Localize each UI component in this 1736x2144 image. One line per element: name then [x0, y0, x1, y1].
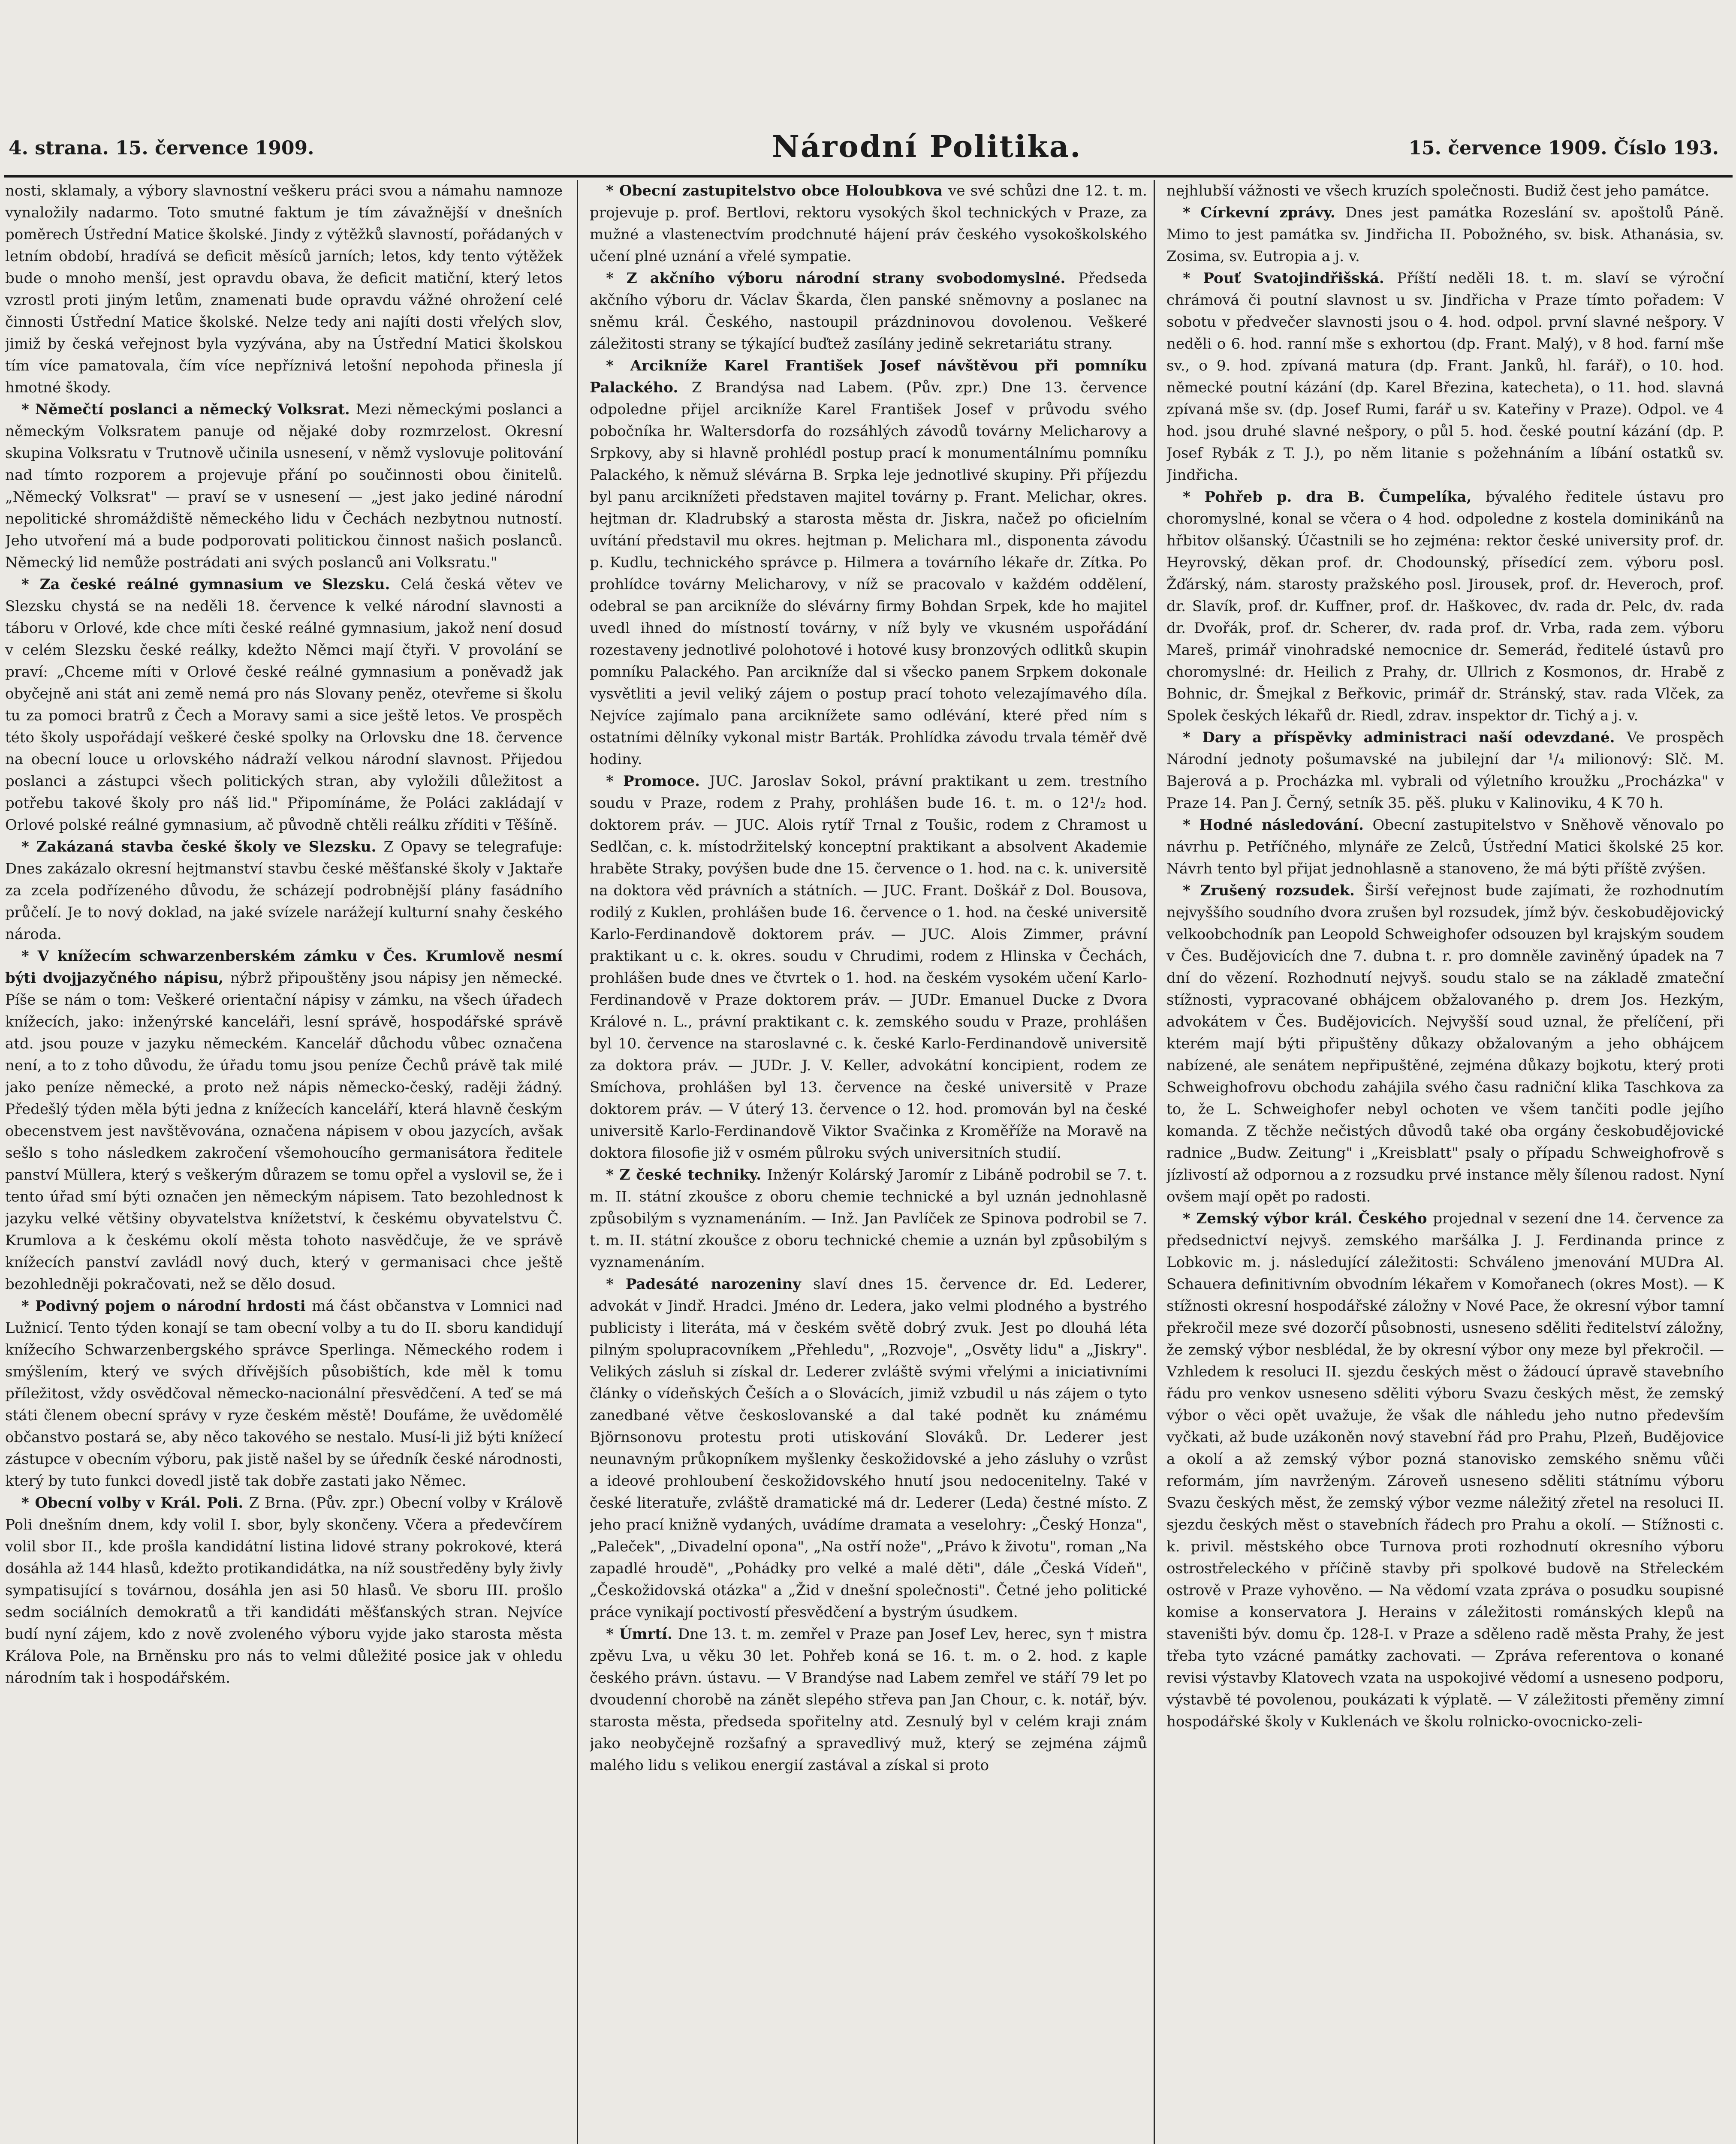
- article-paragraph: [590, 180, 1147, 268]
- article-text: ve své schůzi dne 12. t. m. projevuje p. prof. Bertlovi, rektoru vysokých škol technických v Praze, za mužné a vlastenectvím prodchnuté hájení práv českého vysokoškolského učení plné uznání a vřelé sympatie.: [590, 182, 1147, 265]
- article-text: Dnes jest památka Rozeslání sv. apoštolů Páně. Mimo to jest památka sv. Jindřicha II. Pobožného, sv. bisk. Athanásia, sv. Zosima, sv. Eutropia a j. v.: [1166, 204, 1724, 265]
- article-text: Z Opavy se telegrafuje: Dnes zakázalo okresní hejtmanství stavbu české měšťanské školy v Jaktaře za zcela podřízeného důvodu, že scházejí podrobnější plány fasádního průčelí. Je to nový doklad, na jaké svízele narážejí kulturní snahy českého národa.: [5, 838, 563, 943]
- article-paragraph: [5, 946, 563, 1295]
- article-text: slaví dnes 15. července dr. Ed. Lederer, advokát v Jindř. Hradci. Jméno dr. Ledera, jako velmi plodného a bystrého publicisty i literáta, má v českém světě dobrý zvuk. Jest po dlouhá léta pilným spolupracovníkem „Přehledu", „Rozvoje", „Osvěty lidu" a „Jiskry". Velikých zásluh si získal dr. Lederer zvláště svými vřelými a iniciativními články o vídeňských Češích a o Slovácích, jimiž vzbudil u nás zájem o tyto zanedbané větve českoslovanské a dal také podnět ku známému Björnsonovu protestu proti utiskování Slováků. Dr. Lederer jest neunavným průkopníkem myšlenky českožidovské a jeho zásluhy o vzrůst a ideové prohloubení českožidovského hnutí jsou nedocenitelny. Také v české literatuře, zvláště dramatické má dr. Lederer (Leda) čestné místo. Z jeho prací knižně vydaných, uvádíme dramata a veselohry: „Český Honza", „Paleček", „Divadelní opona", „Na ostří nože", „Právo k životu", roman „Na zapadlé hroudě", „Pohádky pro velké a malé děti", dále „Česká Vídeň", „Českožidovská otázka" a „Žid v dnešní společnosti". Četné jeho politické práce vynikají poctivostí přesvědčení a bystrým úsudkem.: [590, 1276, 1147, 1621]
- article-heading: * Arcikníže Karel František Josef návštěvou při pomníku Palackého.: [590, 357, 1147, 396]
- article-text: Z Brna. (Pův. zpr.) Obecní volby v Králově Poli dnešním dnem, kdy volil I. sbor, byly skončeny. Včera a předevčírem volil sbor II., kde prošla kandidátní listina lidové strany pokrokové, která dosáhla až 144 hlasů, kdežto protikandidátka, na níž soustředěny byly živly sympatisující s továrnou, dosáhla jen asi 50 hlasů. Ve sboru III. prošlo sedm sociálních demokratů a tři kandidáti měšťanských stran. Nejvíce budí nyní zájem, kdo z nově zvoleného výboru vyjde jako starosta města Králova Pole, na Brněnsku pro nás to velmi důležité posice jak v ohledu národním tak i hospodářském.: [5, 1494, 563, 1686]
- article-heading: * Z akčního výboru národní strany svobodomyslné.: [606, 270, 1079, 287]
- article-paragraph: [1166, 727, 1724, 814]
- article-paragraph: [1166, 814, 1724, 880]
- article-text: Celá česká větev ve Slezsku chystá se na neděli 18. července k velké národní slavnosti a táboru v Orlové, kde chce míti české reálné gymnasium, jakož není dosud v celém Slezsku české reálky, kdežto Němci mají čtyři. V provolání se praví: „Chceme míti v Orlové české reálné gymnasium a poněvadž jak obyčejně ani stát ani země nemá pro nás Slovany peněz, otevřeme si školu tu za pomoci bratrů z Čech a Moravy sami a sice ještě letos. Ve prospěch této školy uspořádají veškeré české spolky na Orlovsku dne 18. července na obecní louce u orlovského nádraží velkou národní slavnost. Přijedou poslanci a zástupci všech politických stran, aby vyložili důležitost a potřebu takové školy pro náš lid." Připomínáme, že Poláci zakládají v Orlové polské reálné gymnasium, ač původně chtěli reálku zříditi v Těšíně.: [5, 576, 563, 834]
- column-1: [5, 180, 563, 2144]
- article-paragraph: [590, 355, 1147, 771]
- column-3: [1166, 180, 1724, 2144]
- article-heading: * Pouť Svatojindřišská.: [1183, 270, 1397, 287]
- article-heading: * Podivný pojem o národní hrdosti: [21, 1298, 312, 1315]
- article-paragraph: [590, 1164, 1147, 1274]
- article-paragraph: [5, 1295, 563, 1492]
- article-heading: * Obecní volby v Král. Poli.: [21, 1494, 249, 1512]
- article-text: Obecní zastupitelstvo v Sněhově věnovalo po návrhu p. Petříčného, mlynáře ze Zelců, Ústřední Matici školské 25 kor. Návrh tento byl přijat jednohlasně a stanoveno, že má býti příště zvýšen.: [1166, 816, 1724, 877]
- article-text: bývalého ředitele ústavu pro choromyslné, konal se včera o 4 hod. odpoledne z kostela dominikánů na hřbitov olšanský. Účastnili se ho zejména: rektor české university prof. dr. Heyrovský, děkan prof. dr. Chodounský, přísedící zem. výboru posl. Žďárský, nám. starosty pražského posl. Jirousek, prof. dr. Heveroch, prof. dr. Slavík, prof. dr. Kuffner, prof. dr. Haškovec, dv. rada dr. Pelc, dv. rada dr. Dvořák, prof. dr. Scherer, dv. rada prof. dr. Vrba, rada zem. výboru Mareš, primář vinohradské nemocnice dr. Semerád, ředitelé ústavů pro choromyslné: dr. Heilich z Prahy, dr. Ullrich z Kosmonos, dr. Hrabě z Bohnic, dr. Šmejkal z Beřkovic, primář dr. Stránský, stav. rada Vlček, za Spolek českých lékařů dr. Riedl, zdrav. inspektor dr. Tichý a j. v.: [1166, 488, 1724, 724]
- article-paragraph: [5, 1492, 563, 1689]
- article-heading: * Dary a příspěvky administraci naší odevzdané.: [1183, 729, 1627, 746]
- article-paragraph: [1166, 486, 1724, 727]
- article-text: projednal v sezení dne 14. července za předsednictví nejvyš. zemského maršálka J. J. Ferdinanda prince z Lobkovic m. j. následující záležitosti: Schváleno jmenování MUDra Al. Schauera definitivním obvodním lékařem v Komořanech (okres Most). — K stížnosti okresní hospodářské záložny v Nové Pace, že okresní výbor tamní překročil meze své dozorčí působnosti, usneseno sděliti ředitelství záložny, že zemský výbor nesblédal, že by okresní výbor ony meze byl překročil. — Vzhledem k resoluci II. sjezdu českých měst o žádoucí úpravě stavebního řádu pro venkov usneseno sděliti výboru Svazu českých měst, že zemský výbor o věci opět uvažuje, že však dle náhledu jeho nutno především vyčkati, až bude uzákoněn nový stavební řád pro Prahu, Plzeň, Budějovice a okolí a až zemský výbor pozná stanovisko zemského sněmu vůči reformám, jím navrženým. Zároveň usneseno sděliti státnímu výboru Svazu českých měst, že zemský výbor vezme náležitý zřetel na resoluci II. sjezdu českých měst o stavebních řádech pro Prahu a okolí. — Stížnosti c. k. privil. městského obce Turnova proti rozhodnutí okresního výboru ostrostřeleckého v příčině stavby při spolkové budově na Střeleckém ostrově v Praze vyhověno. — Na vědomí vzata zpráva o posudku soupisné komise a konservatora J. Herains v záležitosti románských klepů na staveništi býv. domu čp. 128-I. v Praze a sděleno radě města Prahy, že jest třeba tyto vzácné památky zachovati. — Zpráva referentova o konané revisi výstavby Klatovech vzata na uspokojivé vědomí a usneseno podporu, výstavbě té povolenou, poukázati k výplatě. — V záležitosti přeměny zimní hospodářské školy v Kuklenách ve školu rolnicko-ovocnicko-zeli-: [1166, 1210, 1724, 1730]
- article-text: Širší veřejnost bude zajímati, že rozhodnutím nejvyššího soudního dvora zrušen byl rozsudek, jímž býv. českobudějovický velkoobchodník pan Leopold Schweighofer odsouzen byl krajským soudem v Čes. Budějovicích dne 7. dubna t. r. pro domněle zaviněný úpadek na 7 dní do vězení. Rozhodnutí nejvyš. soudu stalo se na základě zmateční stížnosti, vypracované obhájcem obžalovaného p. drem Jos. Hezkým, advokátem v Čes. Budějovicích. Nejvyšší soud uznal, že přelíčení, při kterém mají býti připuštěny důkazy obžalovaným a jeho obhájcem nabízené, ale senátem nepřipuštěné, zejména důkazy bojkotu, který proti Schweighofrovu obchodu zahájila svého času radniční klika Taschkova za to, že L. Schweighofer nebyl ochoten ve všem tančiti podle jejího komanda. Z těchže nečistých důvodů také oba orgány českobudějovické radnice „Budw. Zeitung" i „Kreisblatt" psaly o případu Schweighofrově s jízlivostí až odpornou a z rozsudku prvé instance měly šílenou radost. Nyní ovšem mají opět po radosti.: [1166, 882, 1724, 1205]
- article-heading: * Z české techniky.: [606, 1166, 767, 1183]
- article-paragraph: [590, 1274, 1147, 1623]
- article-text: Dne 13. t. m. zemřel v Praze pan Josef Lev, herec, syn † mistra zpěvu Lva, u věku 30 let. Pohřeb koná se 16. t. m. o 2. hod. z kaple českého právn. ústavu. — V Brandýse nad Labem zemřel ve stáří 79 let po dvoudenní chorobě na zánět slepého střeva pan Jan Chour, c. k. notář, býv. starosta města, předseda spořitelny atd. Zesnulý byl v celém kraji znám jako neobyčejně rozšafný a spravedlivý muž, který se zejména zájmů malého lidu s velikou energií zastával a získal si proto: [590, 1626, 1147, 1774]
- header-page-date: 4. strana. 15. července 1909.: [9, 137, 314, 159]
- column-2: [590, 180, 1147, 2144]
- column-divider: [577, 180, 578, 2144]
- article-text: má část občanstva v Lomnici nad Lužnicí. Tento týden konají se tam obecní volby a tu do II. sboru kandidují knížecího Schwarzenbergského správce Sperlinga. Německého rodem i smýšlením, který ve svých dřívějších působištích, kde měl k tomu příležitost, vždy osvědčoval německo-nacionální přesvědčení. A teď se má státi členem obecní správy v ryze českém městě! Doufáme, že uvědomělé občanstvo postará se, aby něco takového se nestalo. Musí-li již býti knížecí zástupce v obecním výboru, pak jistě našel by se úředník české národnosti, který by tuto funkci dovedl jistě tak dobře zastati jako Němec.: [5, 1298, 563, 1490]
- article-heading: * Zemský výbor král. Českého: [1183, 1210, 1433, 1227]
- article-paragraph: [590, 268, 1147, 355]
- article-heading: * Promoce.: [606, 773, 710, 790]
- article-paragraph: [590, 771, 1147, 1164]
- article-text: Ve prospěch Národní jednoty pošumavské na jubilejní dar ¹/₄ milionový: Slč. M. Bajerová a p. Procházka ml. vybrali od výletního kroužku „Procházka" v Praze 14. Pan J. Černý, setník 35. pěš. pluku v Kalinoviku, 4 K 70 h.: [1166, 729, 1724, 812]
- article-heading: * Úmrtí.: [606, 1626, 678, 1643]
- article-text: JUC. Jaroslav Sokol, právní praktikant u zem. trestního soudu v Praze, rodem z Prahy, prohlášen bude 16. t. m. o 12¹/₂ hod. doktorem práv. — JUC. Alois rytíř Trnal z Toušic, rodem z Chramost u Sedlčan, c. k. místodržitelský konceptní praktikant a absolvent Akademie hraběte Straky, povýšen bude dne 15. července o 1. hod. na c. k. universitě na doktora věd právních a státních. — JUC. Frant. Doškář z Dol. Bousova, rodilý z Kuklen, prohlášen bude 16. července o 1. hod. na české universitě Karlo-Ferdinandově doktorem práv. — JUC. Alois Zimmer, právní praktikant u c. k. okres. soudu v Chrudimi, rodem z Hlinska v Čechách, prohlášen bude dnes ve čtvrtek o 1. hod. na českém vysokém učení Karlo-Ferdinandově v Praze doktorem práv. — JUDr. Emanuel Ducke z Dvora Králové n. L., právní praktikant c. k. zemského soudu v Praze, prohlášen byl 10. července na staroslavné c. k. české Karlo-Ferdinandově universitě za doktora práv. — JUDr. J. V. Keller, advokátní koncipient, rodem ze Smíchova, prohlášen byl 13. července na české universitě v Praze doktorem práv. — V úterý 13. července o 12. hod. promován byl na české universitě Karlo-Ferdinandově Viktor Svačinka z Kroměříže na Moravě na doktora filosofie již v osmém půlroku svých universitních studií.: [590, 773, 1147, 1162]
- article-paragraph: [1166, 880, 1724, 1208]
- article-text: nosti, sklamaly, a výbory slavnostní veškeru práci svou a námahu namnoze vynaložily nadarmo. Toto smutné faktum je tím závažnější v dnešních poměrech Ústřední Matice školské. Jindy z výtěžků slavností, pořádaných v letním období, hradívá se deficit měsíců jarních; letos, kdy tento výtěžek bude o mnoho menší, jest opravdu obava, že deficit matiční, který letos vzrostl proti jiným letům, znamenati bude opravdu vážné ohrožení celé činnosti Ústřední Matice školské. Nelze tedy ani najíti dosti vřelých slov, jimiž by česká veřejnost byla vyzývána, aby na Ústřední Matici školskou tím více pamatovala, čím více nepříznivá letošní nepohoda přinesla jí hmotné škody.: [5, 182, 563, 396]
- article-paragraph: [5, 399, 563, 574]
- article-paragraph: [5, 836, 563, 946]
- article-text: Předseda akčního výboru dr. Václav Škarda, člen panské sněmovny a poslanec na sněmu král. Českého, nastoupil prázdninovou dovolenou. Veškeré záležitosti strany se týkající buďtež zasílány jedině sekretariátu strany.: [590, 270, 1147, 352]
- article-heading: * Pohřeb p. dra B. Čumpelíka,: [1183, 488, 1486, 506]
- article-heading: * Za české reálné gymnasium ve Slezsku.: [21, 576, 401, 593]
- article-text: Inženýr Kolárský Jaromír z Libáně podrobil se 7. t. m. II. státní zkoušce z oboru chemie technické a byl uznán jednohlasně způsobilým s vyznamenáním. — Inž. Jan Pavlíček ze Spinova podrobil se 7. t. m. II. státní zkoušce z oboru technické chemie a uznán byl způsobilým s vyznamenáním.: [590, 1166, 1147, 1271]
- article-heading: * Obecní zastupitelstvo obce Holoubkova: [606, 182, 949, 199]
- article-paragraph: [1166, 1208, 1724, 1733]
- page-header: [0, 129, 1736, 176]
- article-heading: * Zrušený rozsudek.: [1183, 882, 1365, 899]
- masthead-title: Národní Politika.: [772, 129, 1082, 164]
- header-date-issue: 15. července 1909. Číslo 193.: [1408, 137, 1719, 159]
- article-paragraph: [5, 574, 563, 836]
- article-text: nýbrž připouštěny jsou nápisy jen německé. Píše se nám o tom: Veškeré orientační nápisy v zámku, na všech úřadech knížecích, jako: inženýrské kanceláři, lesní správě, hospodářské správě atd. jsou pouze v jazyku německém. Kancelář důchodu vůbec označena není, a to z toho důvodu, že úřadu tomu jsou peníze Čechů právě tak milé jako peníze německé, a proto než nápis německo-český, raději žádný. Předešlý týden měla býti jedna z knížecích kanceláří, která hlavně českým obecenstvem jest navštěvována, označena nápisem v obou jazycích, avšak sešlo s toho následkem zakročení všemohoucího germanisátora ředitele panství Müllera, který s veškerým důrazem se tomu opřel a vyslovil se, že i tento úřad smí býti označen jen německým nápisem. Tato bezohlednost k jazyku velké většiny obyvatelstva knížetství, k českému obyvatelstvu Č. Krumlova a k českému okolí města tohoto nasvědčuje, že ve správě knížecích panství zavládl nový duch, který v germanisaci chce ještě bezohledněji pokračovati, než se dělo dosud.: [5, 970, 563, 1293]
- article-heading: * Církevní zprávy.: [1183, 204, 1346, 221]
- article-paragraph: [1166, 202, 1724, 268]
- article-text: Mezi německými poslanci a německým Volksratem panuje od nějaké doby rozmrzelost. Okresní skupina Volksratu v Trutnově učinila usnesení, v němž vyslovuje politování nad tímto rozporem a projevuje přání po součinnosti obou činitelů. „Německý Volksrat" — praví se v usnesení — „jest jako jediné národní nepolitické shromáždiště německého lidu v Čechách nezbytnou nutností. Jeho utvoření má a bude podporovati politickou činnost našich poslanců. Německý lid nemůže postrádati ani svých poslanců ani Volksratu.": [5, 401, 563, 571]
- article-heading: * Němečtí poslanci a německý Volksrat.: [21, 401, 356, 418]
- article-paragraph: [1166, 180, 1724, 202]
- article-heading: * Hodné následování.: [1183, 816, 1373, 834]
- article-heading: * Zakázaná stavba české školy ve Slezsku.: [21, 838, 384, 855]
- column-divider: [1154, 180, 1155, 2144]
- article-paragraph: [1166, 268, 1724, 486]
- article-text: Příští neděli 18. t. m. slaví se výroční chrámová či poutní slavnost u sv. Jindřicha v Praze tímto pořadem: V sobotu v předvečer slavnosti jsou o 4. hod. odpol. první slavné nešpory. V neděli o 6. hod. ranní mše s exhortou (dp. Frant. Malý), v 8 hod. farní mše sv., o 9. hod. zpívaná matura (dp. Frant. Janků, hl. farář), o 10. hod. německé poutní kázání (dp. Karel Březina, katecheta), o 11. hod. slavná zpívaná mše sv. (dp. Josef Rumi, farář u sv. Kateřiny v Praze). Odpol. ve 4 hod. jsou druhé slavné nešpory, o půl 5. hod. české poutní kázání (dp. P. Josef Rybák z T. J.), po něm litanie s požehnáním a líbání ostatků sv. Jindřicha.: [1166, 270, 1724, 484]
- article-heading: * V knížecím schwarzenberském zámku v Čes. Krumlově nesmí býti dvojjazyčného nápisu,: [5, 948, 563, 987]
- article-text: Z Brandýsa nad Labem. (Pův. zpr.) Dne 13. července odpoledne přijel arcikníže Karel František Josef v průvodu svého pobočníka hr. Waltersdorfa do rozsáhlých závodů továrny Melicharovy a Srpkovy, aby si hlavně prohlédl postup prací k monumentálnímu pomníku Palackého, k němuž slévárna B. Srpka leje jednotlivé skupiny. Při příjezdu byl panu arciknížeti představen majitel továrny p. Frant. Melichar, okres. hejtman dr. Kladrubský a starosta města dr. Jiskra, načež po oficielním uvítání představil mu okres. hejtman p. Melichara ml., disponenta závodu p. Kudlu, technického správce p. Hilmera a továrního lékaře dr. Zítka. Po prohlídce továrny Melicharovy, v níž se pracovalo v každém oddělení, odebral se pan arcikníže do slévárny firmy Bohdan Srpek, kde ho majitel uvedl ihned do místností továrny, v níž byly ve vkusném uspořádání rozestaveny jednotlivé polohotové i hotové kusy bronzových odlitků skupin pomníku Palackého. Pan arcikníže dal si všecko panem Srpkem dokonale vysvětliti a jevil veliký zájem o postup prací tohoto velezajímavého díla. Nejvíce zajímalo pana arciknížete samo odlévání, které před ním s ostatními dělníky vykonal mistr Barták. Prohlídka závodu trvala téměř dvě hodiny.: [590, 379, 1147, 768]
- article-paragraph: [5, 180, 563, 399]
- article-heading: * Padesáté narozeniny: [606, 1276, 814, 1293]
- article-paragraph: [590, 1623, 1147, 1777]
- article-text: nejhlubší vážnosti ve všech kruzích společnosti. Budiž čest jeho památce.: [1166, 182, 1709, 199]
- header-rule: [4, 175, 1733, 178]
